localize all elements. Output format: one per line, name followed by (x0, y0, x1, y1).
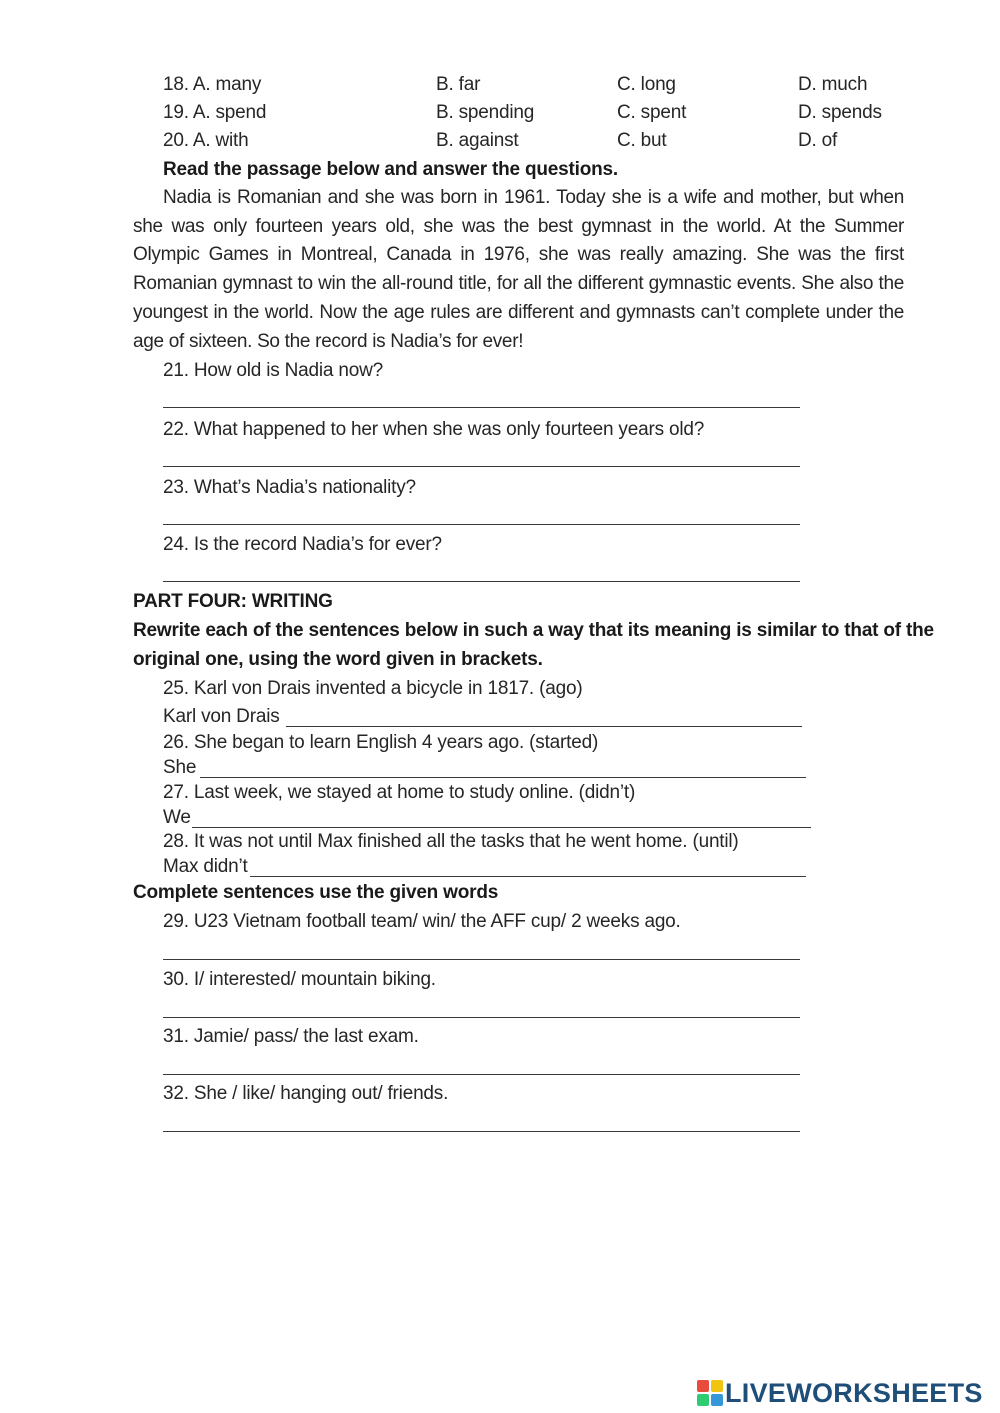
rewrite-28-prompt: 28. It was not until Max finished all the tasks that he went home. (until) (163, 831, 739, 852)
complete-31: 31. Jamie/ pass/ the last exam. (163, 1026, 419, 1047)
option-18-d[interactable]: D. much (798, 74, 868, 95)
rewrite-28-starter: Max didn’t (163, 856, 248, 877)
answer-line-29[interactable] (163, 959, 800, 960)
answer-line-22[interactable] (163, 466, 800, 467)
rewrite-26-prompt: 26. She began to learn English 4 years ago. (started) (163, 732, 599, 753)
option-20-a[interactable]: 20. A. with (163, 130, 249, 151)
complete-30: 30. I/ interested/ mountain biking. (163, 969, 436, 990)
answer-line-23[interactable] (163, 524, 800, 525)
option-20-d[interactable]: D. of (798, 130, 838, 151)
question-22: 22. What happened to her when she was only fourteen years old? (163, 419, 705, 440)
rewrite-25-starter: Karl von Drais (163, 706, 280, 727)
complete-29: 29. U23 Vietnam football team/ win/ the AFF cup/ 2 weeks ago. (163, 911, 681, 932)
answer-line-26[interactable] (200, 777, 806, 778)
part-four-title: PART FOUR: WRITING (133, 591, 333, 612)
rewrite-27-starter: We (163, 807, 191, 828)
rewrite-26-starter: She (163, 757, 197, 778)
complete-32: 32. She / like/ hanging out/ friends. (163, 1083, 449, 1104)
answer-line-28[interactable] (250, 876, 806, 877)
rewrite-instruction-line1: Rewrite each of the sentences below in such a way that its meaning is similar to that of the (133, 620, 934, 641)
rewrite-instruction-line2: original one, using the word given in brackets. (133, 649, 543, 670)
option-19-a[interactable]: 19. A. spend (163, 102, 267, 123)
logo-squares-icon (697, 1380, 723, 1406)
logo-text: LIVEWORKSHEETS (725, 1377, 983, 1408)
liveworksheets-logo[interactable] (697, 1378, 983, 1408)
option-18-a[interactable]: 18. A. many (163, 74, 262, 95)
option-20-c[interactable]: C. but (617, 130, 667, 151)
answer-line-31[interactable] (163, 1074, 800, 1075)
option-19-b[interactable]: B. spending (436, 102, 535, 123)
answer-line-27[interactable] (192, 827, 811, 828)
option-20-b[interactable]: B. against (436, 130, 519, 151)
answer-line-24[interactable] (163, 581, 800, 582)
answer-line-21[interactable] (163, 407, 800, 408)
rewrite-27-prompt: 27. Last week, we stayed at home to study online. (didn’t) (163, 782, 636, 803)
answer-line-25[interactable] (286, 726, 802, 727)
question-23: 23. What’s Nadia’s nationality? (163, 477, 416, 498)
option-19-c[interactable]: C. spent (617, 102, 687, 123)
question-21: 21. How old is Nadia now? (163, 360, 383, 381)
option-18-c[interactable]: C. long (617, 74, 676, 95)
answer-line-32[interactable] (163, 1131, 800, 1132)
option-19-d[interactable]: D. spends (798, 102, 882, 123)
option-18-b[interactable]: B. far (436, 74, 481, 95)
reading-instruction: Read the passage below and answer the questions. (163, 159, 618, 180)
reading-passage: Nadia is Romanian and she was born in 1961. Today she is a wife and mother, but when she was only fourteen years old, she was the best gymnast in the world. At the Summer Olympic Games in Montreal, Canada in 1976, she was really amazing. She was the first Romanian gymnast to win the all-round title, for all the different gymnastic events. She also the youngest in the world. Now the age rules are different and gymnasts can’t complete under the age of sixteen. So the record is Nadia’s for ever! (133, 187, 904, 352)
answer-line-30[interactable] (163, 1017, 800, 1018)
rewrite-25-prompt: 25. Karl von Drais invented a bicycle in 1817. (ago) (163, 678, 583, 699)
question-24: 24. Is the record Nadia’s for ever? (163, 534, 442, 555)
complete-instruction: Complete sentences use the given words (133, 882, 499, 903)
